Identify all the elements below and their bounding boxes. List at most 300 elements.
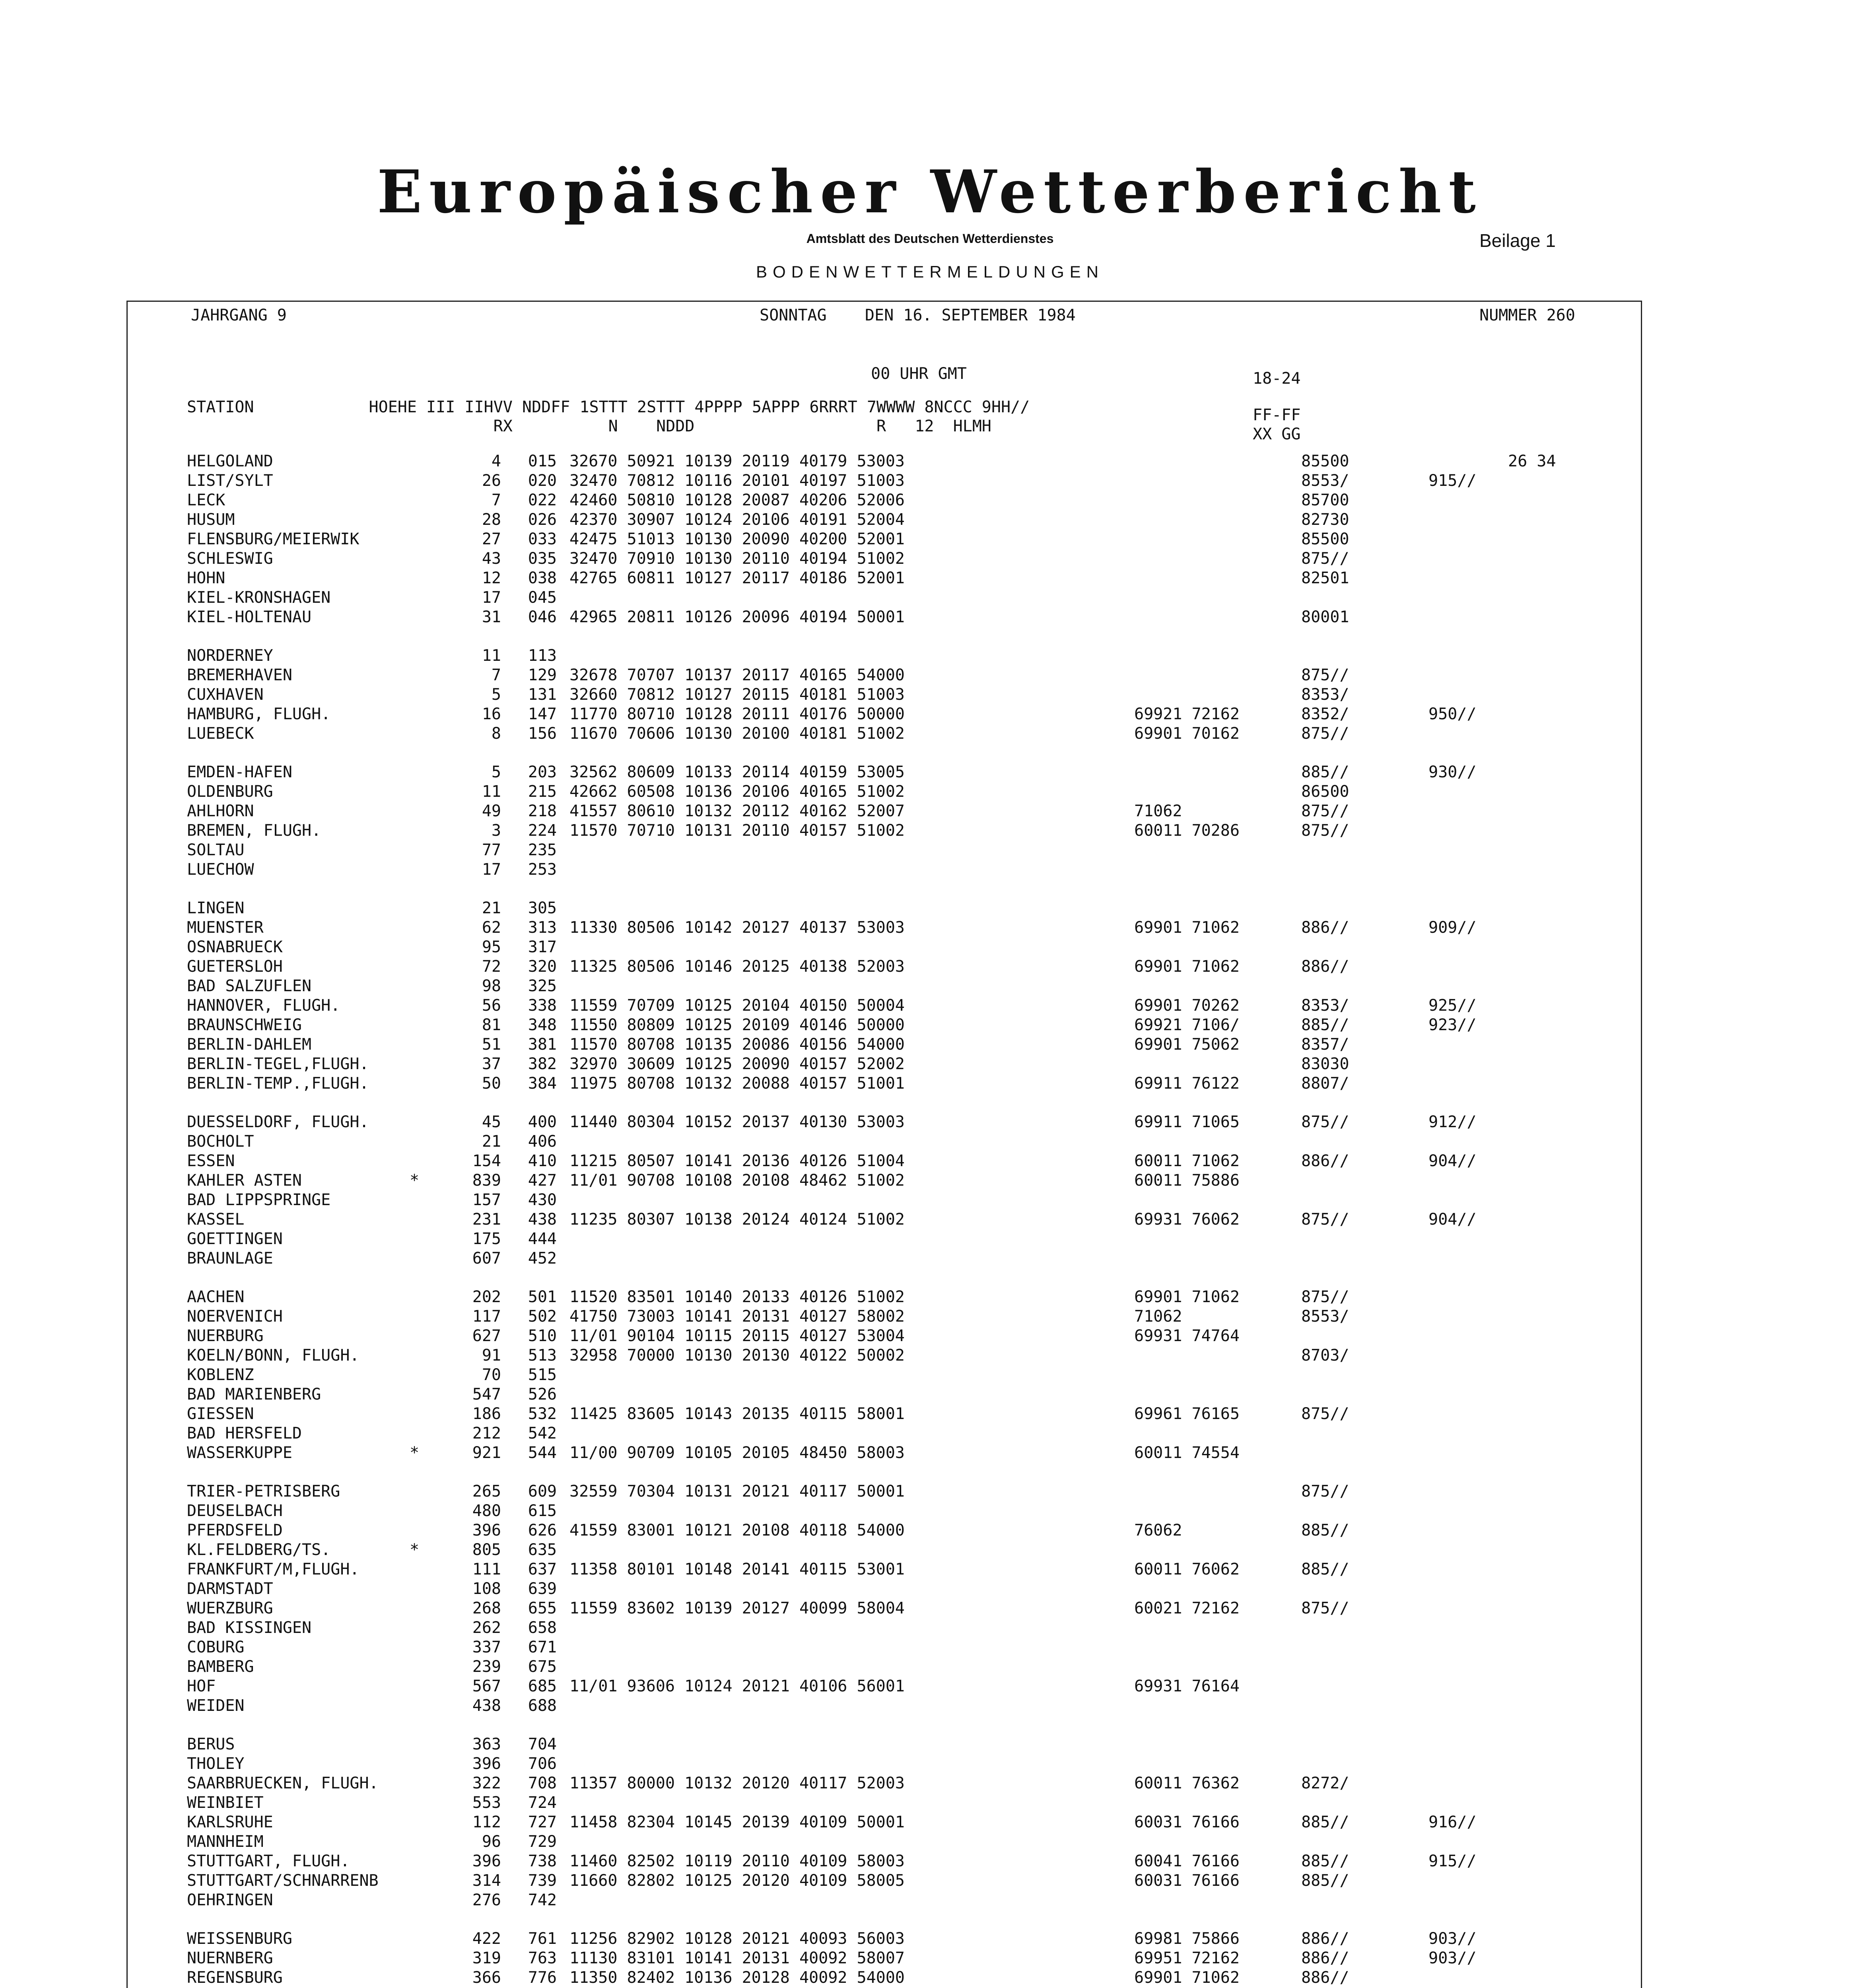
table-row: [187, 1112, 1588, 1132]
station-name: BREMEN, FLUGH.: [187, 821, 321, 840]
weather-groups: [1134, 1540, 1301, 1560]
station-height: 157: [472, 1191, 501, 1209]
wind-extra: [1508, 1229, 1588, 1249]
station-number: 215: [528, 782, 557, 801]
mountain-marker: [410, 1035, 445, 1054]
weather-groups: 60011 76362: [1134, 1774, 1240, 1792]
weather-groups: 76062: [1134, 1521, 1182, 1540]
station-name: DEUSELBACH: [187, 1502, 283, 1520]
station-group: [187, 1287, 1588, 1463]
station-name: HUSUM: [187, 511, 235, 529]
station-height: 17: [482, 860, 501, 879]
table-row: [187, 1424, 1588, 1443]
table-row: [187, 1326, 1588, 1346]
station-number: 739: [528, 1872, 557, 1890]
wind-extra: [1508, 1579, 1588, 1599]
table-row: [187, 1891, 1588, 1910]
table-row: [187, 1949, 1588, 1968]
station-height: 921: [472, 1444, 501, 1462]
cloud-group: [1301, 1677, 1429, 1696]
mountain-marker: [410, 1151, 445, 1171]
station-number: 542: [528, 1424, 557, 1442]
wind-extra: [1508, 588, 1588, 608]
station-name: WEISSENBURG: [187, 1930, 292, 1948]
cloud-group: 885//: [1301, 1560, 1349, 1578]
wind-extra: [1508, 1929, 1588, 1949]
station-height: 37: [482, 1055, 501, 1073]
mountain-marker: [410, 1346, 445, 1365]
weather-groups: 60011 71062: [1134, 1152, 1240, 1170]
table-row: [187, 1385, 1588, 1404]
station-height: 805: [472, 1541, 501, 1559]
table-row: [187, 1735, 1588, 1754]
table-row: [187, 1599, 1588, 1618]
weather-groups: [1134, 1657, 1301, 1677]
station-number: 203: [528, 763, 557, 781]
subtitle: Amtsblatt des Deutschen Wetterdienstes: [806, 231, 1054, 246]
group-9: [1429, 1404, 1508, 1424]
synop-groups: [557, 1424, 1134, 1443]
station-name: THOLEY: [187, 1755, 245, 1773]
wind-extra: [1508, 1677, 1588, 1696]
weather-groups: 69921 72162: [1134, 705, 1240, 723]
cloud-group: 8553/: [1301, 472, 1349, 490]
station-number: 438: [528, 1210, 557, 1229]
station-name: BERLIN-TEMP.,FLUGH.: [187, 1074, 369, 1093]
group-9: 909//: [1429, 918, 1477, 937]
group-9: [1429, 1385, 1508, 1404]
wind-extra: [1508, 1054, 1588, 1074]
group-9: [1429, 491, 1508, 510]
mountain-marker: *: [410, 1541, 420, 1559]
mountain-marker: [410, 1813, 445, 1832]
synop-groups: 11/01 93606 10124 20121 40106 56001: [569, 1677, 905, 1695]
station-number: 147: [528, 705, 557, 723]
mountain-marker: [410, 1015, 445, 1035]
mountain-marker: [410, 802, 445, 821]
mountain-marker: [410, 996, 445, 1015]
weather-groups: [1134, 685, 1301, 705]
station-name: BRAUNLAGE: [187, 1249, 273, 1268]
station-height: 553: [472, 1794, 501, 1812]
table-row: [187, 1365, 1588, 1385]
cloud-group: 85700: [1301, 491, 1349, 509]
mountain-marker: [410, 549, 445, 569]
wind-extra: [1508, 957, 1588, 977]
wind-extra: [1508, 1249, 1588, 1268]
table-row: [187, 569, 1588, 588]
station-name: GOETTINGEN: [187, 1230, 283, 1248]
station-height: 96: [482, 1833, 501, 1851]
table-row: [187, 1929, 1588, 1949]
mountain-marker: [410, 1287, 445, 1307]
group-9: [1429, 1638, 1508, 1657]
weather-groups: [1134, 569, 1301, 588]
group-9: [1429, 666, 1508, 685]
station-number: 738: [528, 1852, 557, 1870]
station-group: [187, 1112, 1588, 1268]
weather-groups: [1134, 782, 1301, 802]
report-number: NUMMER 260: [1479, 306, 1575, 324]
synop-groups: 41559 83001 10121 20108 40118 54000: [569, 1521, 905, 1540]
group-9: [1429, 1891, 1508, 1910]
wind-extra: [1508, 1638, 1588, 1657]
cloud-group: [1301, 1891, 1429, 1910]
synop-groups: 11425 83605 10143 20135 40115 58001: [569, 1405, 905, 1423]
synop-groups: 11440 80304 10152 20137 40130 53003: [569, 1113, 905, 1131]
station-height: 108: [472, 1580, 501, 1598]
station-name: LIST/SYLT: [187, 472, 273, 490]
station-height: 81: [482, 1016, 501, 1034]
station-height: 98: [482, 977, 501, 995]
wind-extra: [1508, 510, 1588, 530]
station-number: 708: [528, 1774, 557, 1792]
mountain-marker: [410, 1871, 445, 1891]
station-name: WEIDEN: [187, 1697, 245, 1715]
station-number: 609: [528, 1482, 557, 1501]
weather-groups: [1134, 899, 1301, 918]
station-number: 502: [528, 1307, 557, 1326]
station-height: 26: [482, 472, 501, 490]
mountain-marker: [410, 471, 445, 491]
station-name: NORDERNEY: [187, 646, 273, 665]
weather-groups: [1134, 763, 1301, 782]
cloud-group: 875//: [1301, 1599, 1349, 1617]
group-9: [1429, 1501, 1508, 1521]
mountain-marker: [410, 763, 445, 782]
cloud-group: [1301, 1365, 1429, 1385]
mountain-marker: [410, 491, 445, 510]
synop-groups: 11/01 90708 10108 20108 48462 51002: [569, 1171, 905, 1190]
station-height: 265: [472, 1482, 501, 1501]
synop-groups: 42475 51013 10130 20090 40200 52001: [569, 530, 905, 548]
wind-extra: [1508, 608, 1588, 627]
cloud-group: [1301, 1832, 1429, 1852]
table-row: [187, 471, 1588, 491]
mountain-marker: [410, 782, 445, 802]
weather-groups: 60011 76062: [1134, 1560, 1240, 1578]
synop-groups: 11357 80000 10132 20120 40117 52003: [569, 1774, 905, 1792]
weather-groups: [1134, 1696, 1301, 1716]
weather-groups: 60031 76166: [1134, 1872, 1240, 1890]
station-number: 026: [528, 511, 557, 529]
synop-groups: 32678 70707 10137 20117 40165 54000: [569, 666, 905, 684]
station-name: KAHLER ASTEN: [187, 1171, 302, 1190]
station-height: 95: [482, 938, 501, 956]
table-row: [187, 996, 1588, 1015]
synop-groups: [557, 1754, 1134, 1774]
mountain-marker: [410, 1054, 445, 1074]
group-9: 915//: [1429, 1852, 1477, 1870]
table-row: [187, 1171, 1588, 1190]
column-header-line-2: RX N NDDD R 12 HLMH: [187, 417, 991, 435]
station-name: DARMSTADT: [187, 1580, 273, 1598]
cloud-group: 885//: [1301, 1872, 1349, 1890]
station-height: 45: [482, 1113, 501, 1131]
table-row: [187, 1190, 1588, 1210]
mountain-marker: [410, 608, 445, 627]
group-9: [1429, 588, 1508, 608]
station-number: 317: [528, 938, 557, 956]
synop-groups: 11350 82402 10136 20128 40092 54000: [569, 1969, 905, 1987]
weather-groups: [1134, 549, 1301, 569]
station-group: [187, 1482, 1588, 1716]
table-row: [187, 1832, 1588, 1852]
station-height: 70: [482, 1366, 501, 1384]
synop-groups: 32970 30609 10125 20090 40157 52002: [569, 1055, 905, 1073]
station-height: 112: [472, 1813, 501, 1831]
station-height: 21: [482, 899, 501, 917]
wind-extra: [1508, 1949, 1588, 1968]
station-height: 72: [482, 957, 501, 976]
cloud-group: 875//: [1301, 821, 1349, 840]
station-name: BERLIN-DAHLEM: [187, 1035, 312, 1054]
group-9: [1429, 1579, 1508, 1599]
station-name: NUERBURG: [187, 1327, 264, 1345]
mountain-marker: [410, 1112, 445, 1132]
cloud-group: [1301, 1618, 1429, 1638]
cloud-group: 886//: [1301, 1152, 1349, 1170]
station-number: 427: [528, 1171, 557, 1190]
station-name: BRAUNSCHWEIG: [187, 1016, 302, 1034]
weather-groups: 69911 71065: [1134, 1113, 1240, 1131]
wind-extra: [1508, 569, 1588, 588]
station-number: 626: [528, 1521, 557, 1540]
wind-extra: [1508, 1074, 1588, 1093]
station-height: 50: [482, 1074, 501, 1093]
group-9: [1429, 1365, 1508, 1385]
table-row: [187, 1657, 1588, 1677]
wind-extra: [1508, 1657, 1588, 1677]
table-row: [187, 899, 1588, 918]
station-group: [187, 763, 1588, 879]
station-number: 400: [528, 1113, 557, 1131]
station-group: [187, 1735, 1588, 1910]
synop-groups: 11330 80506 10142 20127 40137 53003: [569, 918, 905, 937]
synop-groups: 11235 80307 10138 20124 40124 51002: [569, 1210, 905, 1229]
cloud-group: [1301, 1385, 1429, 1404]
group-9: [1429, 1249, 1508, 1268]
weather-groups: [1134, 1793, 1301, 1813]
mountain-marker: [410, 569, 445, 588]
synop-groups: [557, 1657, 1134, 1677]
group-9: [1429, 821, 1508, 841]
table-row: [187, 1074, 1588, 1093]
group-9: [1429, 1968, 1508, 1988]
weather-groups: 60011 70286: [1134, 821, 1240, 840]
station-name: AACHEN: [187, 1288, 245, 1306]
page-title: Europäischer Wetterbericht: [377, 157, 1483, 226]
station-number: 526: [528, 1385, 557, 1404]
weather-groups: 69901 75062: [1134, 1035, 1240, 1054]
group-9: [1429, 802, 1508, 821]
cloud-group: 875//: [1301, 549, 1349, 568]
mountain-marker: [410, 1579, 445, 1599]
cloud-group: 886//: [1301, 1949, 1349, 1967]
synop-groups: [557, 588, 1134, 608]
table-row: [187, 957, 1588, 977]
station-name: DUESSELDORF, FLUGH.: [187, 1113, 369, 1131]
weather-groups: 69931 76062: [1134, 1210, 1240, 1229]
wind-extra: [1508, 977, 1588, 996]
weather-groups: [1134, 1385, 1301, 1404]
mountain-marker: [410, 1968, 445, 1988]
group-9: [1429, 1035, 1508, 1054]
group-9: 950//: [1429, 705, 1477, 723]
mountain-marker: [410, 1657, 445, 1677]
group-9: [1429, 938, 1508, 957]
station-number: 776: [528, 1969, 557, 1987]
weather-groups: 60041 76166: [1134, 1852, 1240, 1870]
station-number: 706: [528, 1755, 557, 1773]
station-name: BERUS: [187, 1735, 235, 1753]
mountain-marker: [410, 646, 445, 666]
mountain-marker: [410, 1735, 445, 1754]
table-row: [187, 549, 1588, 569]
station-name: PFERDSFELD: [187, 1521, 283, 1540]
mountain-marker: [410, 1521, 445, 1540]
table-row: [187, 1035, 1588, 1054]
synop-groups: 11570 70710 10131 20110 40157 51002: [569, 821, 905, 840]
table-row: [187, 1132, 1588, 1151]
synop-groups: [557, 1793, 1134, 1813]
cloud-group: 875//: [1301, 1482, 1349, 1501]
wind-extra: [1508, 1754, 1588, 1774]
synop-groups: 11/00 90709 10105 20105 48450 58003: [569, 1444, 905, 1462]
station-number: 688: [528, 1697, 557, 1715]
weather-groups: [1134, 1190, 1301, 1210]
station-height: 51: [482, 1035, 501, 1054]
station-group: [187, 452, 1588, 627]
station-height: 363: [472, 1735, 501, 1753]
station-name: KIEL-KRONSHAGEN: [187, 588, 331, 607]
station-height: 202: [472, 1288, 501, 1306]
station-name: OLDENBURG: [187, 782, 273, 801]
table-row: [187, 1307, 1588, 1326]
synop-groups: 32562 80609 10133 20114 40159 53005: [569, 763, 905, 781]
station-number: 444: [528, 1230, 557, 1248]
station-number: 639: [528, 1580, 557, 1598]
cloud-group: 885//: [1301, 1016, 1349, 1034]
cloud-group: 886//: [1301, 957, 1349, 976]
group-9: [1429, 1326, 1508, 1346]
weather-groups: 60011 74554: [1134, 1444, 1240, 1462]
station-height: 12: [482, 569, 501, 587]
synop-groups: 11458 82304 10145 20139 40109 50001: [569, 1813, 905, 1831]
table-row: [187, 608, 1588, 627]
station-height: 231: [472, 1210, 501, 1229]
weather-groups: [1134, 1891, 1301, 1910]
cloud-group: [1301, 1249, 1429, 1268]
mountain-marker: [410, 452, 445, 471]
mountain-marker: [410, 1190, 445, 1210]
mountain-marker: [410, 1210, 445, 1229]
cloud-group: 886//: [1301, 918, 1349, 937]
mountain-marker: [410, 705, 445, 724]
group-9: [1429, 899, 1508, 918]
table-row: [187, 1793, 1588, 1813]
cloud-group: [1301, 1229, 1429, 1249]
weather-groups: 69901 71062: [1134, 1288, 1240, 1306]
mountain-marker: [410, 1249, 445, 1268]
synop-groups: 42965 20811 10126 20096 40194 50001: [569, 608, 905, 626]
wind-extra: [1508, 705, 1588, 724]
synop-groups: [557, 899, 1134, 918]
table-row: [187, 1696, 1588, 1716]
weather-groups: 69931 74764: [1134, 1327, 1240, 1345]
synop-groups: 32470 70910 10130 20110 40194 51002: [569, 549, 905, 568]
station-height: 62: [482, 918, 501, 937]
station-name: BAD HERSFELD: [187, 1424, 302, 1442]
cloud-group: 885//: [1301, 1813, 1349, 1831]
table-row: [187, 841, 1588, 860]
synop-groups: 32660 70812 10127 20115 40181 51003: [569, 685, 905, 704]
station-number: 235: [528, 841, 557, 859]
station-height: 314: [472, 1872, 501, 1890]
station-height: 27: [482, 530, 501, 548]
station-name: KASSEL: [187, 1210, 245, 1229]
synop-groups: [557, 1365, 1134, 1385]
synop-groups: 11520 83501 10140 20133 40126 51002: [569, 1288, 905, 1306]
wind-extra: [1508, 1346, 1588, 1365]
synop-groups: 42765 60811 10127 20117 40186 52001: [569, 569, 905, 587]
wind-extra: [1508, 491, 1588, 510]
station-number: 382: [528, 1055, 557, 1073]
jahrgang: JAHRGANG 9: [191, 306, 287, 324]
table-row: [187, 1151, 1588, 1171]
wind-extra: [1508, 1832, 1588, 1852]
table-row: [187, 1501, 1588, 1521]
weather-groups: 69981 75866: [1134, 1930, 1240, 1948]
cloud-group: [1301, 1171, 1429, 1190]
station-height: 262: [472, 1619, 501, 1637]
wind-extra: [1508, 1151, 1588, 1171]
mountain-marker: *: [410, 1444, 420, 1462]
wind-extra: [1508, 1190, 1588, 1210]
wind-extra: [1508, 996, 1588, 1015]
group-9: 915//: [1429, 472, 1477, 490]
mountain-marker: [410, 957, 445, 977]
station-number: 515: [528, 1366, 557, 1384]
station-height: 7: [491, 666, 501, 684]
table-row: [187, 1968, 1588, 1988]
wind-extra: [1508, 724, 1588, 744]
station-number: 655: [528, 1599, 557, 1617]
synop-groups: 42370 30907 10124 20106 40191 52004: [569, 511, 905, 529]
cloud-group: 8352/: [1301, 705, 1349, 723]
station-name: KL.FELDBERG/TS.: [187, 1541, 331, 1559]
weather-groups: [1134, 1424, 1301, 1443]
wind-extra: [1508, 471, 1588, 491]
station-number: 544: [528, 1444, 557, 1462]
synop-groups: 11215 80507 10141 20136 40126 51004: [569, 1152, 905, 1170]
cloud-group: 82730: [1301, 511, 1349, 529]
table-row: [187, 821, 1588, 841]
group-9: [1429, 1677, 1508, 1696]
synop-groups: 11/01 90104 10115 20115 40127 53004: [569, 1327, 905, 1345]
station-number: 532: [528, 1405, 557, 1423]
group-9: [1429, 1657, 1508, 1677]
mountain-marker: [410, 860, 445, 879]
cloud-group: [1301, 646, 1429, 666]
weather-groups: [1134, 646, 1301, 666]
group-9: 904//: [1429, 1152, 1477, 1170]
cloud-group: 875//: [1301, 666, 1349, 684]
synop-groups: [557, 938, 1134, 957]
station-name: FLENSBURG/MEIERWIK: [187, 530, 360, 548]
mountain-marker: [410, 977, 445, 996]
mountain-marker: [410, 1482, 445, 1501]
